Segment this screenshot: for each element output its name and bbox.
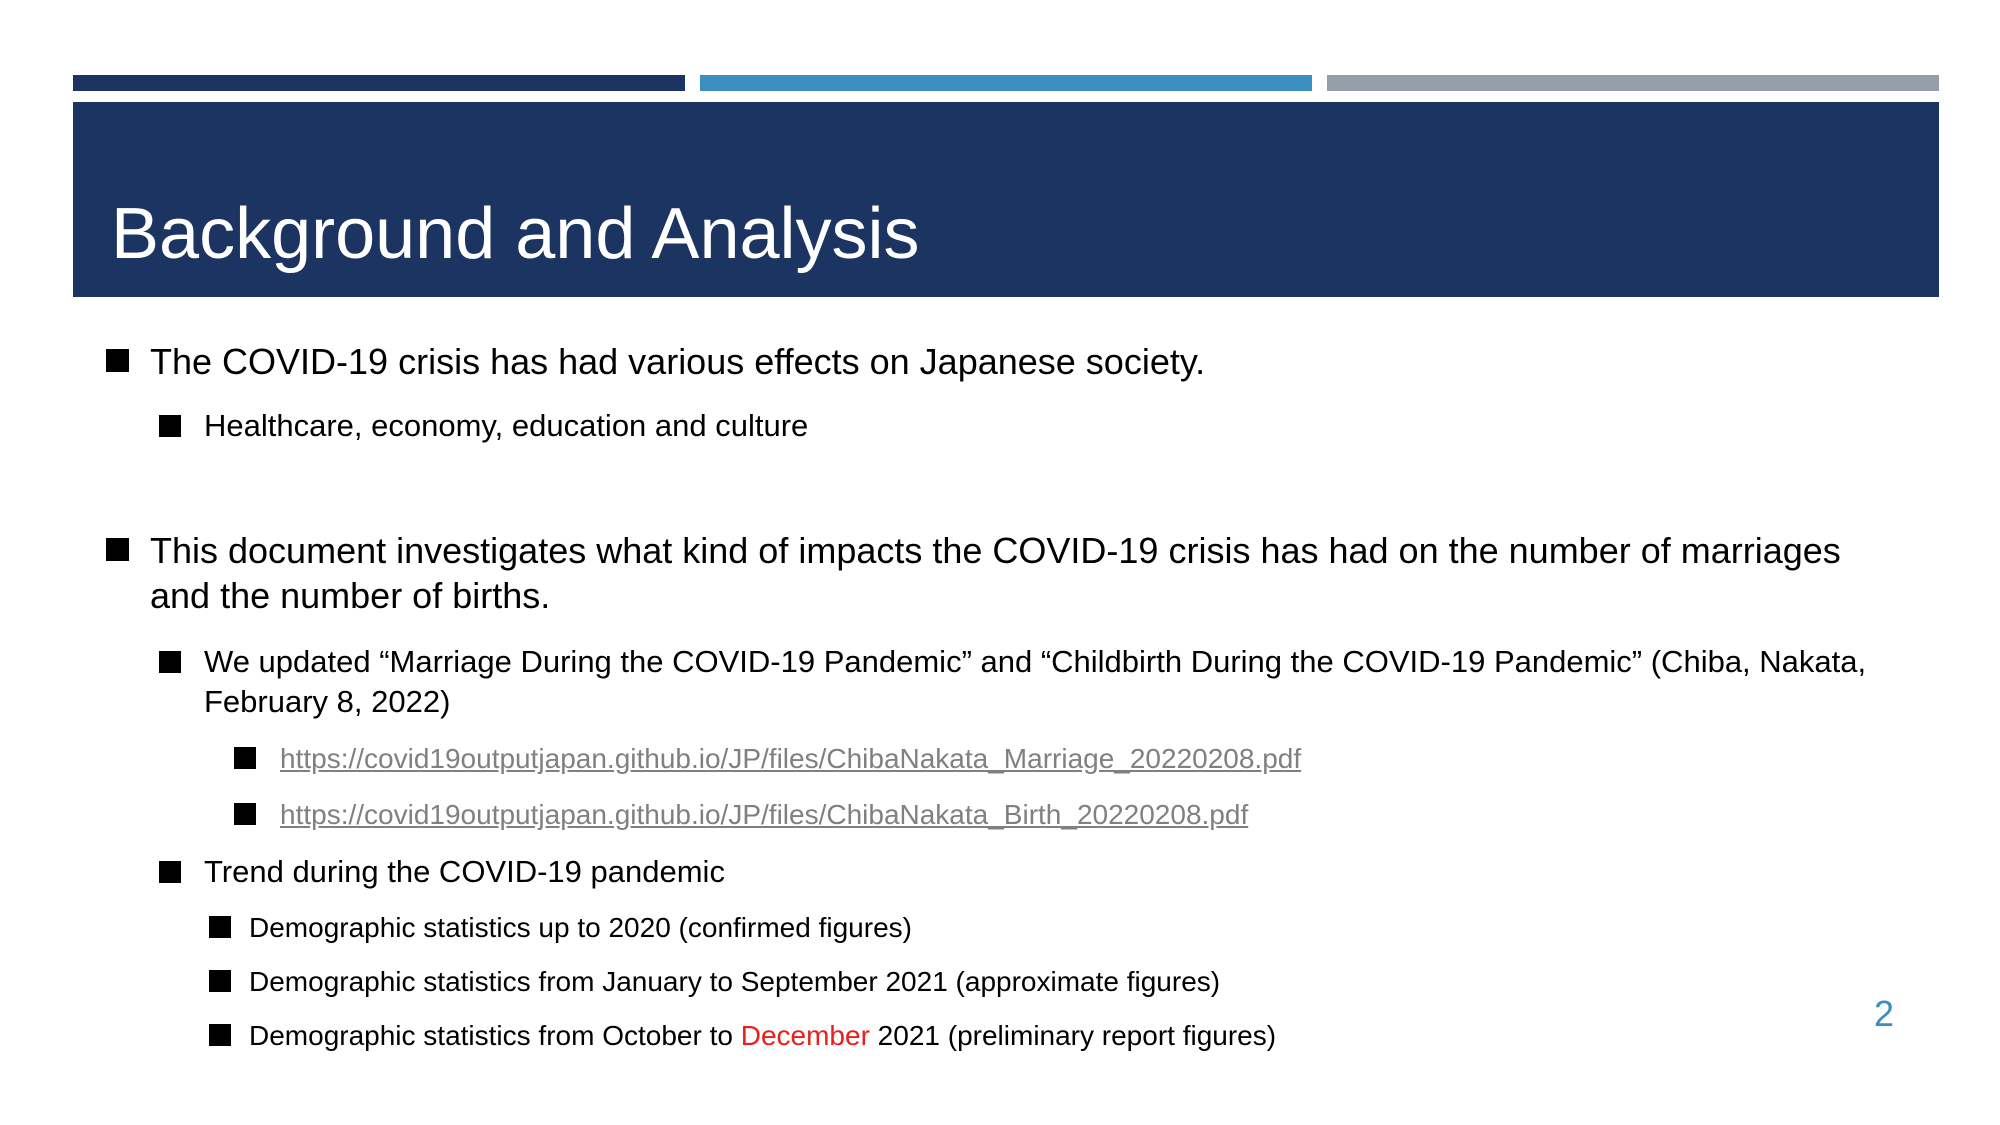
bullet-stat-oct-dec-2021: [209, 1018, 1869, 1054]
bullet-text: Trend during the COVID-19 pandemic: [204, 854, 725, 889]
bullet-sectors: [159, 406, 1919, 446]
bullet-link-birth: [234, 797, 1894, 833]
square-bullet-icon: [106, 538, 129, 561]
square-bullet-icon: [209, 970, 231, 992]
bullet-trend: [159, 852, 1919, 892]
title-banner: [73, 102, 1939, 297]
square-bullet-icon: [209, 1024, 231, 1046]
bullet-text: This document investigates what kind of impacts the COVID-19 crisis has had on the number of marriages and the number of births.: [150, 530, 1841, 616]
square-bullet-icon: [159, 415, 181, 437]
bullet-text: [209, 1018, 1869, 1054]
accent-bar-blue: [700, 75, 1312, 91]
accent-bar-gray: [1327, 75, 1939, 91]
square-bullet-icon: [106, 349, 129, 372]
square-bullet-icon: [234, 803, 256, 825]
square-bullet-icon: [209, 916, 231, 938]
highlighted-month: December: [740, 1020, 870, 1051]
accent-bar-dark: [73, 75, 685, 91]
bullet-covid-effects: [106, 339, 1906, 384]
birth-report-link[interactable]: https://covid19outputjapan.github.io/JP/files/ChibaNakata_Birth_20220208.pdf: [280, 799, 1249, 830]
bullet-text: We updated “Marriage During the COVID-19 Pandemic” and “Childbirth During the COVID-19 Pandemic” (Chiba, Nakata, February 8, 2022): [204, 644, 1867, 719]
square-bullet-icon: [159, 651, 181, 673]
marriage-report-link[interactable]: https://covid19outputjapan.github.io/JP/files/ChibaNakata_Marriage_20220208.pdf: [280, 743, 1302, 774]
page-title: Background and Analysis: [111, 194, 920, 274]
bullet-document-purpose: [106, 528, 1866, 618]
bullet-text: The COVID-19 crisis has had various effects on Japanese society.: [150, 341, 1206, 382]
stat-text-before: Demographic statistics from October to: [249, 1020, 741, 1051]
bullet-text: Healthcare, economy, education and culture: [204, 408, 809, 443]
bullet-stat-2020: [209, 910, 1869, 946]
square-bullet-icon: [159, 861, 181, 883]
bullet-stat-jan-sep-2021: [209, 964, 1869, 1000]
square-bullet-icon: [234, 747, 256, 769]
bullet-text: Demographic statistics up to 2020 (confirmed figures): [249, 912, 912, 943]
bullet-update-note: [159, 642, 1919, 722]
page-number: 2: [1874, 993, 1895, 1034]
bullet-text: Demographic statistics from January to September 2021 (approximate figures): [249, 966, 1221, 997]
bullet-link-marriage: [234, 741, 1894, 777]
stat-text-after: 2021 (preliminary report figures): [869, 1020, 1277, 1051]
